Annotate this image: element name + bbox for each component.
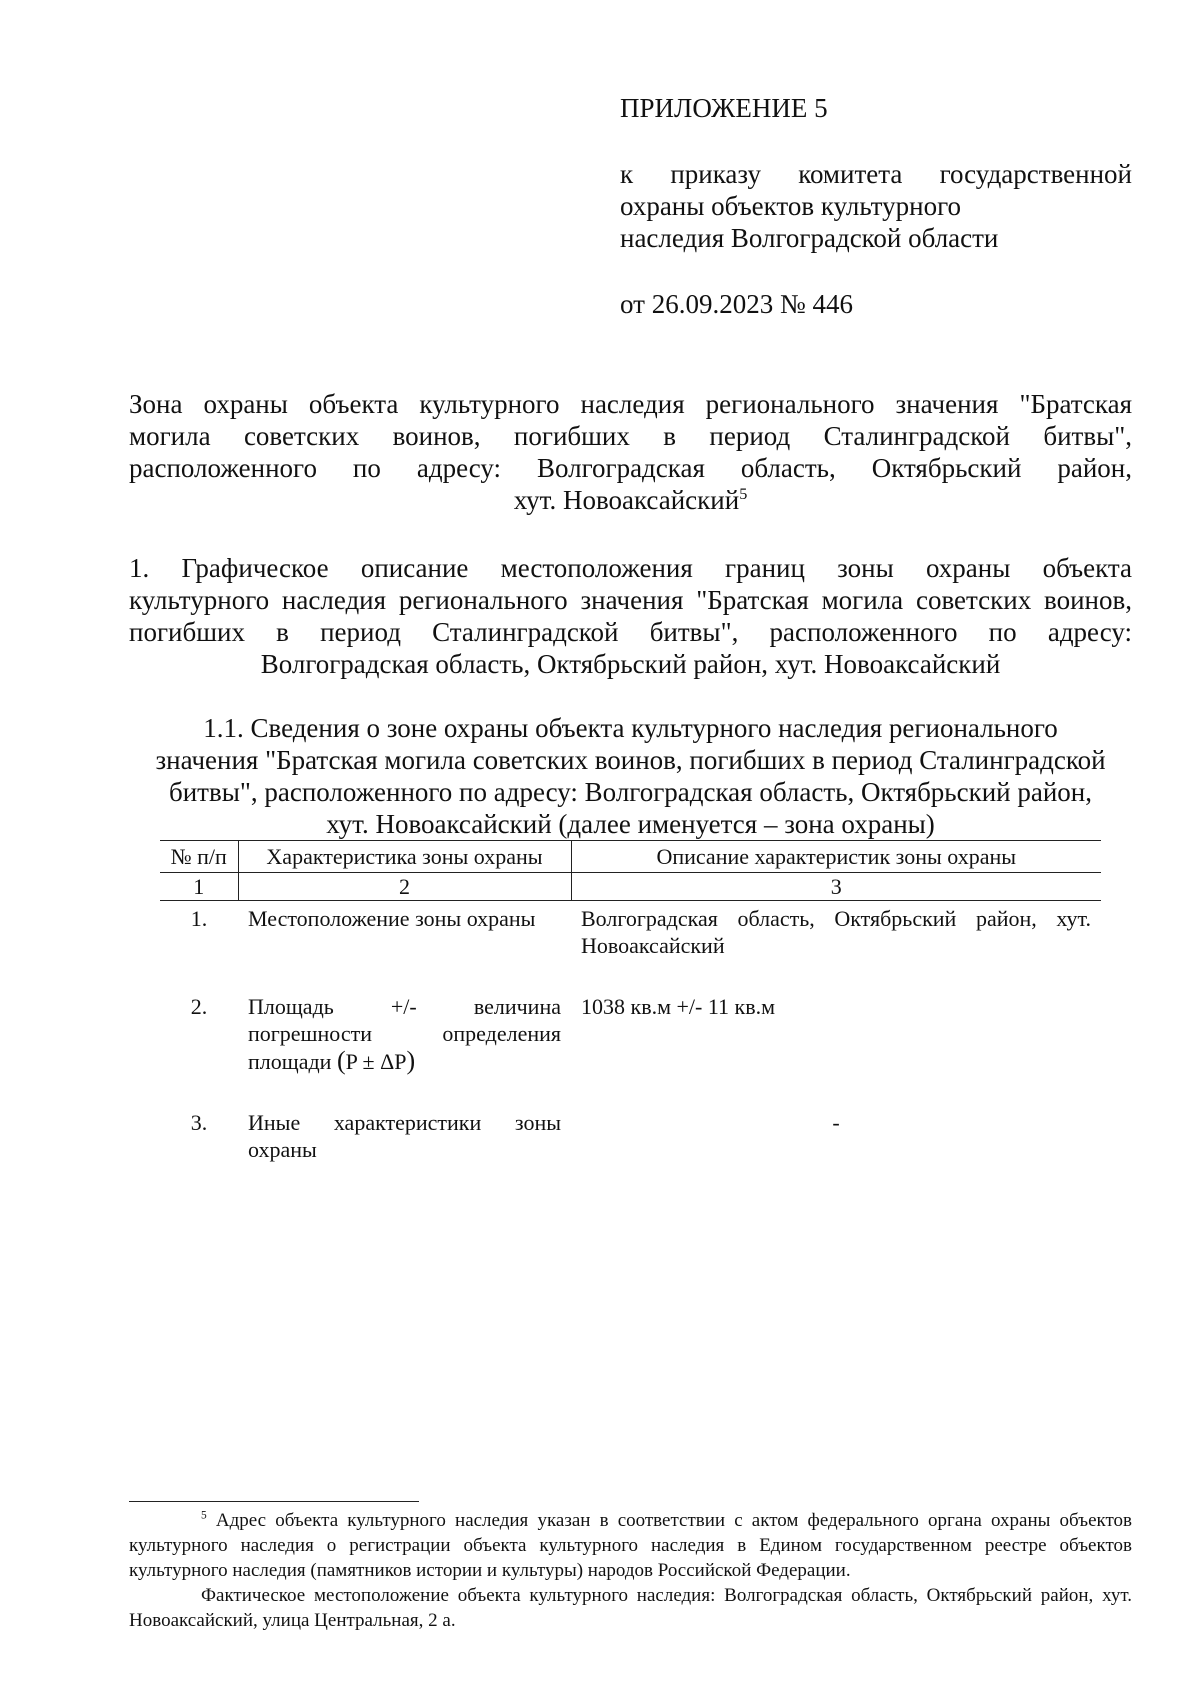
order-ref-line-1: к приказу комитета государственной [620, 159, 1132, 189]
row-description: Волгоградская область, Октябрьский район, хут. Новоаксайский [581, 906, 1091, 958]
row-characteristic: Иные характеристики зоны охраны [248, 1110, 561, 1162]
order-reference [620, 158, 1132, 254]
section-1-1-line-2: значения "Братская могила советских воинов, погибших в период Сталинградской [155, 745, 1106, 775]
footnote [129, 1508, 1132, 1633]
order-ref-line-3: наследия Волгоградской области [620, 223, 999, 253]
section-1-heading [129, 552, 1132, 680]
row-description: - [832, 1110, 840, 1135]
row-num: 2. [190, 994, 208, 1019]
table-header-row [160, 841, 1101, 873]
order-date: от 26.09.2023 № 446 [620, 289, 853, 319]
row-characteristic: Местоположение зоны охраны [248, 906, 536, 931]
section-1-line-4: Волгоградская область, Октябрьский район, хут. Новоаксайский [260, 649, 1001, 679]
formula-open-paren: ( [336, 1046, 346, 1075]
footnote-reference[interactable]: 5 [739, 485, 748, 503]
table-row [160, 989, 1101, 1105]
section-1-1-line-1: 1.1. Сведения о зоне охраны объекта культурного наследия регионального [203, 713, 1058, 743]
appendix-heading: ПРИЛОЖЕНИЕ 5 [620, 93, 828, 123]
column-number-1: 1 [160, 873, 238, 901]
header-num: № п/п [160, 841, 238, 873]
zone-title-line-1: Зона охраны объекта культурного наследия регионального значения "Братская [129, 389, 1132, 419]
table-row [160, 901, 1101, 990]
section-1-line-3: погибших в период Сталинградской битвы", расположенного по адресу: [129, 617, 1132, 647]
area-formula: P ± ΔP [345, 1049, 407, 1074]
order-ref-line-2: охраны объектов культурного [620, 191, 961, 221]
column-number-2: 2 [238, 873, 571, 901]
header-characteristic: Характеристика зоны охраны [238, 841, 571, 873]
column-number-3: 3 [571, 873, 1101, 901]
row-characteristic [238, 989, 571, 1105]
section-1-1-line-3: битвы", расположенного по адресу: Волгоградская область, Октябрьский район, [168, 777, 1093, 807]
footnote-separator [129, 1501, 419, 1502]
formula-close-paren: ) [406, 1046, 416, 1075]
row-characteristic-text: Площадь +/- величина погрешности определения площади [248, 994, 561, 1074]
table-column-numbers-row [160, 873, 1101, 901]
footnote-paragraph-2: Фактическое местоположение объекта культурного наследия: Волгоградская область, Октябрьский район, хут. Новоаксайский, улица Центральная, 2 а. [129, 1585, 1132, 1631]
section-1-line-2: культурного наследия регионального значения "Братская могила советских воинов, [129, 585, 1132, 615]
section-1-line-1: 1. Графическое описание местоположения границ зоны охраны объекта [129, 553, 1132, 583]
zone-title-line-2: могила советских воинов, погибших в период Сталинградской битвы", [129, 421, 1132, 451]
section-1-1-line-4: хут. Новоаксайский (далее именуется – зона охраны) [326, 809, 935, 839]
row-description: 1038 кв.м +/- 11 кв.м [581, 994, 776, 1019]
footnote-text-1: Адрес объекта культурного наследия указан в соответствии с актом федерального органа охраны объектов культурного наследия о регистрации объекта культурного наследия в Едином государственном реестре объектов культурного наследия (памятников истории и культуры) народов Российской Федерации. [129, 1510, 1133, 1581]
zone-title-line-4 [129, 484, 1132, 516]
zone-title-locality: хут. Новоаксайский [513, 485, 740, 515]
header-description: Описание характеристик зоны охраны [571, 841, 1101, 873]
zone-title [129, 388, 1132, 516]
zone-characteristics-table [160, 840, 1101, 1193]
footnote-mark: 5 [201, 1509, 207, 1522]
footnote-paragraph-1 [129, 1508, 1132, 1583]
row-num: 1. [190, 906, 208, 931]
section-1-1-heading [129, 712, 1132, 840]
row-num: 3. [190, 1110, 208, 1135]
table-row [160, 1105, 1101, 1193]
zone-title-line-3: расположенного по адресу: Волгоградская область, Октябрьский район, [129, 453, 1132, 483]
